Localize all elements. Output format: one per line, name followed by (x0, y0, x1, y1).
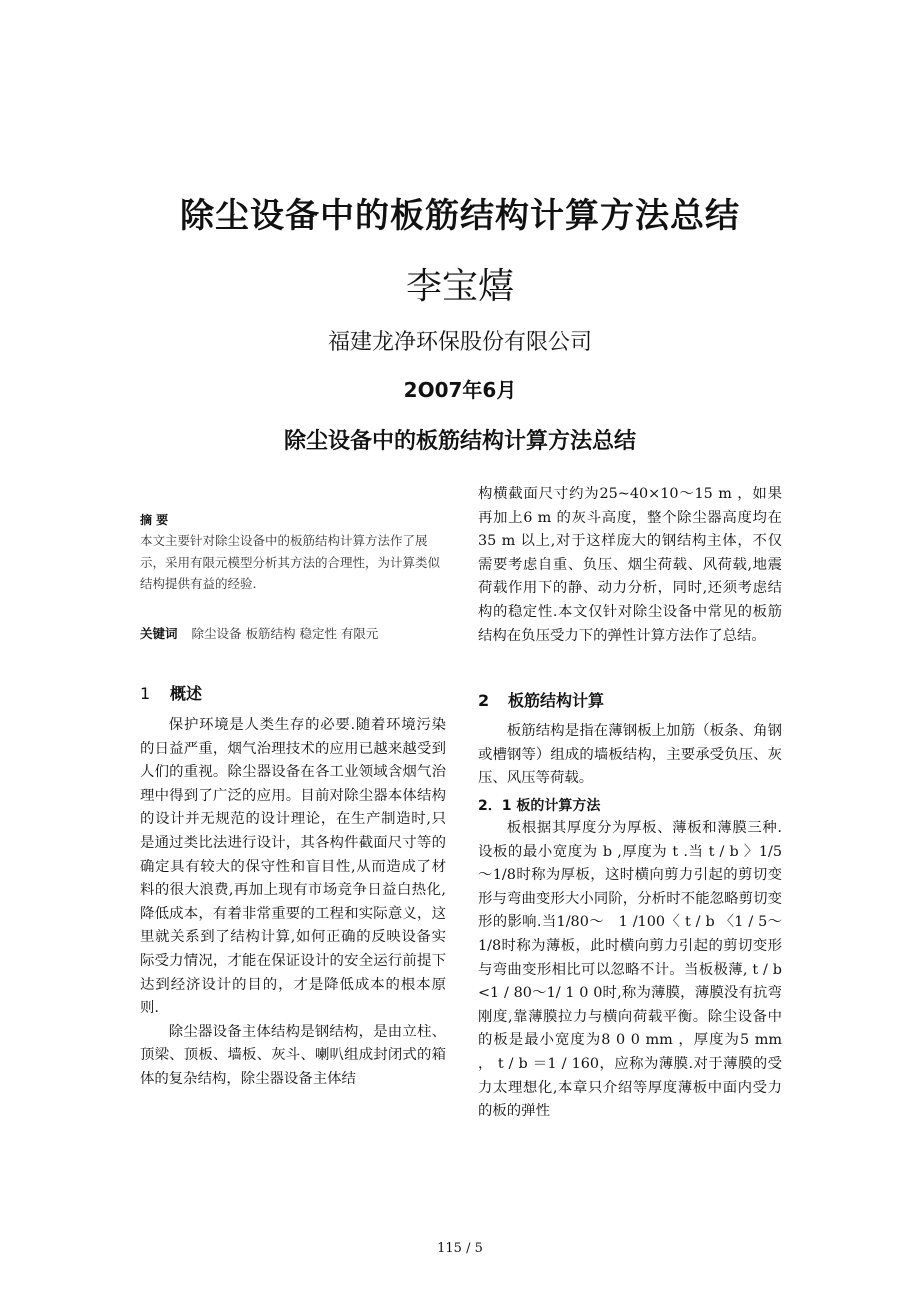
abstract-heading: 摘 要 (140, 513, 169, 527)
keywords-line (140, 624, 378, 642)
page-number: 115 / 5 (437, 1241, 483, 1256)
author-name: 李宝熺 (405, 266, 514, 307)
section-1-paragraph: 除尘器设备主体结构是钢结构，是由立柱、顶梁、顶板、墙板、灰斗、喇叭组成封闭式的箱体的复杂结构，除尘器设备主体结 (140, 1023, 446, 1087)
keywords-label: 关键词 (140, 626, 178, 641)
document-subtitle: 除尘设备中的板筋结构计算方法总结 (283, 429, 636, 454)
section-2-title: 板筋结构计算 (508, 691, 605, 710)
section-2-1-heading: 2．1 板的计算方法 (478, 798, 601, 814)
section-2-heading (478, 688, 604, 711)
section-1-number: 1 (140, 684, 151, 703)
organization: 福建龙净环保股份有限公司 (327, 330, 592, 355)
section-1-heading (140, 681, 202, 704)
section-1-title: 概述 (170, 684, 203, 703)
section-1-paragraph: 保护环境是人类生存的必要.随着环境污染的日益严重，烟气治理技术的应用已越来越受到人们的重视。除尘器设备在各工业领域含烟气治理中得到了广泛的应用。目前对除尘器本体结构的设计并无规范的设计理论，在生产制造时,只是通过类比法进行设计，其各构件截面尺寸等的确定具有较大的保守性和盲目性,从而造成了材料的很大浪费,再加上现有市场竞争日益白热化,降低成本，有着非常重要的工程和实际意义，这里就关系到了结构计算,如何正确的反映设备实际受力情况，才能在保证设计的安全运行前提下达到经济设计的目的，才是降低成本的根本原则. (140, 717, 446, 1017)
publish-date: 2O07年6月 (403, 378, 517, 402)
abstract-text: 本文主要针对除尘设备中的板筋结构计算方法作了展示，采用有限元模型分析其方法的合理性，为计算类似结构提供有益的经验. (140, 533, 441, 591)
keywords-list: 除尘设备 板筋结构 稳定性 有限元 (191, 626, 379, 641)
section-2-1-body: 板根据其厚度分为厚板、薄板和薄膜三种.设板的最小宽度为 b ,厚度为 t .当 t / b 〉1/5～1/8时称为厚板，这时横向剪力引起的剪切变形与弯曲变形大小同阶，分析时不能忽略剪切变形的影响.当1/80～ 1 /100〈 t / b 〈1 / 5～1/8时称为薄板，此时横向剪力引起的剪切变形与弯曲变形相比可以忽略不计。当板极薄, t / b <1 / 80～1/ 1 0 0时,称为薄膜，薄膜没有抗弯刚度,靠薄膜拉力与横向荷载平衡。除尘设备中的板是最小宽度为8 0 0 mm ，厚度为5 mm ， t / b ＝1 / 160，应称为薄膜.对于薄膜的受力太理想化,本章只介绍等厚度薄板中面内受力的板的弹性 (478, 820, 782, 1120)
section-2-number: 2 (478, 691, 490, 710)
section-1-continuation: 构横截面尺寸约为25~40×10～15 m ，如果再加上6 m 的灰斗高度，整个除尘器高度均在35 m 以上,对于这样庞大的钢结构主体，不仅需要考虑自重、负压、烟尘荷载、风荷载,地震荷载作用下的静、动力分析，同时,还须考虑结构的稳定性.本文仅针对除尘设备中常见的板筋结构在负压受力下的弹性计算方法作了总结。 (478, 486, 782, 644)
section-2-body: 板筋结构是指在薄钢板上加筋（板条、角钢或槽钢等）组成的墙板结构，主要承受负压、灰压、风压等荷载。 (478, 723, 782, 787)
section-1-body (140, 714, 446, 1092)
page-title: 除尘设备中的板筋结构计算方法总结 (180, 196, 740, 236)
